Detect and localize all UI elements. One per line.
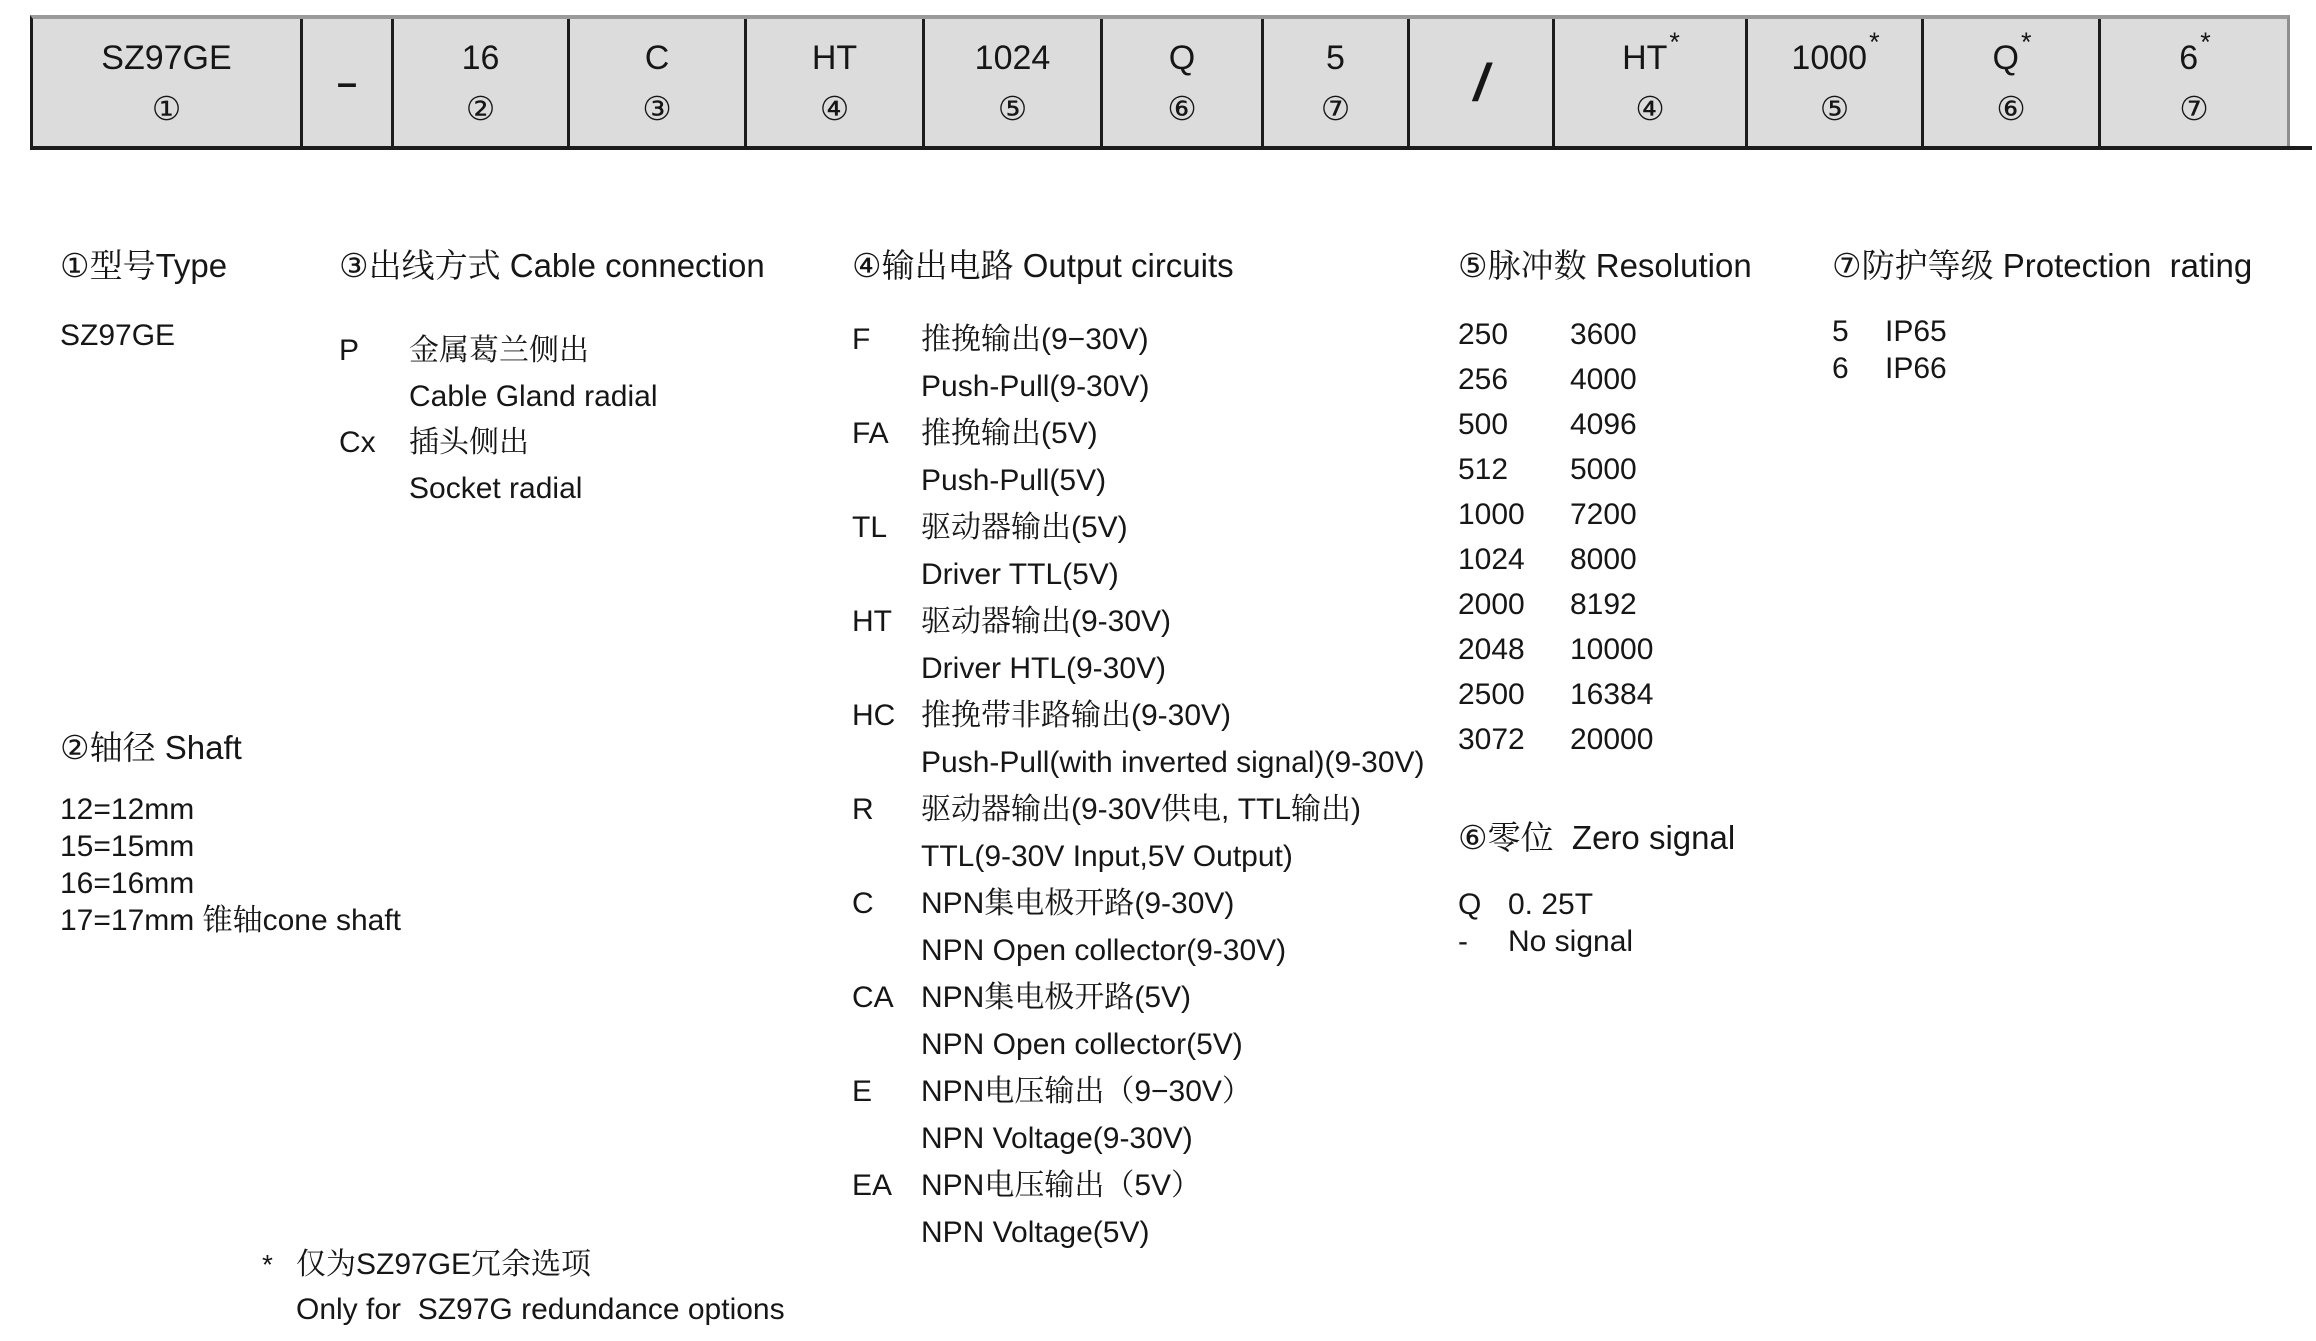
option-code: P	[339, 334, 360, 367]
order-value-text: 6	[2179, 39, 2199, 77]
option-code: -	[1458, 925, 1468, 958]
option-desc-en: Cable Gland radial	[409, 380, 658, 413]
order-value-text: 1024	[974, 39, 1051, 77]
section-title: ⑦防护等级 Protection rating	[1832, 247, 2253, 284]
order-value	[975, 27, 1051, 89]
option-code	[852, 645, 921, 692]
order-value	[2179, 26, 2211, 89]
order-cell-resolution	[922, 19, 1100, 148]
option-code	[852, 551, 921, 598]
option-code	[852, 363, 921, 410]
option-code: 5	[1832, 315, 1849, 348]
field-number-badge: ③	[642, 90, 672, 127]
output-options-list	[852, 316, 1425, 1256]
list-item: 17=17mm 锥轴cone shaft	[60, 904, 402, 937]
option-desc-cn: 驱动器输出(9-30V供电, TTL输出)	[921, 793, 1362, 826]
redundancy-asterisk: *	[2200, 26, 2211, 57]
order-value	[101, 27, 231, 89]
order-value-text: SZ97GE	[101, 39, 232, 77]
order-value-text: Q	[1168, 39, 1196, 77]
resolution-value: 3600	[1570, 318, 1637, 351]
zero-signal-options-list	[1458, 886, 1735, 960]
option-code: R	[852, 793, 874, 826]
resolution-value: 1024	[1458, 543, 1525, 576]
section-cable-connection	[339, 246, 765, 512]
field-number-badge: ②	[465, 90, 496, 127]
option-desc-cn: 推挽输出(9−30V)	[921, 323, 1149, 356]
protection-options-list	[1832, 313, 2252, 387]
order-cell-dash	[300, 19, 391, 148]
section-type	[60, 246, 227, 356]
option-desc-en: Push-Pull(9-30V)	[921, 370, 1150, 403]
option-desc-en: Driver TTL(5V)	[921, 558, 1119, 591]
option-desc: IP65	[1885, 315, 1947, 348]
option-code	[339, 374, 409, 420]
option-code	[852, 1021, 921, 1068]
resolution-value: 256	[1458, 363, 1509, 396]
section-protection-rating	[1832, 246, 2252, 387]
option-desc-en: NPN Voltage(9-30V)	[921, 1122, 1193, 1155]
footnote-text-en: Only for SZ97G redundance options	[296, 1293, 785, 1326]
field-number-badge: ⑥	[1167, 90, 1197, 127]
field-number-badge: ⑦	[2179, 90, 2209, 127]
option-code	[852, 457, 921, 504]
option-desc: IP66	[1885, 352, 1947, 385]
field-number-badge: ⑥	[1996, 90, 2026, 127]
section-title: ③出线方式 Cable connection	[339, 247, 765, 284]
ordering-code-table	[30, 15, 2290, 148]
option-desc-en: TTL(9-30V Input,5V Output)	[921, 840, 1293, 873]
resolution-value: 16384	[1570, 678, 1654, 711]
option-code: E	[852, 1075, 873, 1108]
field-number-badge: ⑦	[1320, 90, 1351, 127]
resolution-values-list	[1458, 312, 1752, 762]
section-zero-signal	[1458, 818, 1735, 960]
resolution-value: 2000	[1458, 588, 1525, 621]
footnote-rows	[262, 1242, 785, 1332]
resolution-value: 20000	[1570, 723, 1654, 756]
option-code: F	[852, 323, 871, 356]
resolution-value: 2500	[1458, 678, 1525, 711]
order-cell-slash	[1407, 19, 1552, 148]
field-number-badge: ④	[819, 90, 850, 127]
option-code: C	[852, 887, 874, 920]
option-code: 6	[1832, 352, 1849, 385]
order-value	[337, 27, 357, 139]
resolution-value: 1000	[1458, 498, 1525, 531]
section-title: ⑥零位 Zero signal	[1458, 819, 1736, 856]
section-output-circuits	[852, 246, 1425, 1256]
order-cell-shaft	[391, 19, 567, 148]
shaft-options-list	[60, 791, 401, 939]
resolution-value: 512	[1458, 453, 1509, 486]
option-desc-cn: 驱动器输出(9-30V)	[921, 605, 1172, 638]
order-cell-zero	[1100, 19, 1261, 148]
option-desc-en: NPN Open collector(5V)	[921, 1028, 1243, 1061]
order-cell-output	[744, 19, 922, 148]
resolution-value: 500	[1458, 408, 1509, 441]
field-number-badge: ①	[151, 90, 182, 127]
order-cell-protection	[1261, 19, 1407, 148]
section-resolution	[1458, 246, 1752, 762]
resolution-value: 4000	[1570, 363, 1637, 396]
option-desc-cn: NPN集电极开路(9-30V)	[921, 887, 1235, 920]
order-value	[1622, 27, 1678, 89]
order-cell-resolution-redundant	[1745, 19, 1921, 148]
order-cell-type	[33, 19, 300, 148]
option-desc-cn: 金属葛兰侧出	[409, 334, 589, 367]
option-desc-en: Push-Pull(with inverted signal)(9-30V)	[921, 746, 1425, 779]
option-desc-cn: 插头侧出	[409, 426, 529, 459]
option-desc-cn: 推挽输出(5V)	[921, 417, 1098, 450]
field-number-badge: ⑤	[1819, 90, 1850, 127]
section-shaft	[60, 728, 401, 939]
footnote-text-cn: 仅为SZ97GE冗余选项	[296, 1248, 592, 1281]
order-value	[462, 27, 500, 89]
option-code	[852, 833, 921, 880]
option-desc-cn: 驱动器输出(5V)	[921, 511, 1128, 544]
order-value	[1993, 27, 2030, 89]
section-title: ④输出电路 Output circuits	[852, 247, 1234, 284]
resolution-value: 4096	[1570, 408, 1637, 441]
option-desc-en: Driver HTL(9-30V)	[921, 652, 1167, 685]
footnote-asterisk	[262, 1287, 296, 1332]
order-value-text: HT	[1622, 39, 1668, 77]
order-cell-zero-redundant	[1921, 19, 2098, 148]
order-value	[1326, 27, 1345, 89]
list-item: 12=12mm	[60, 793, 195, 826]
option-code: CA	[852, 981, 894, 1014]
order-cell-output-redundant	[1552, 19, 1745, 148]
option-desc-en: NPN Voltage(5V)	[921, 1216, 1150, 1249]
footnote-asterisk: *	[262, 1249, 273, 1280]
option-desc-cn: 推挽带非路输出(9-30V)	[921, 699, 1232, 732]
order-value-text: 16	[461, 39, 500, 77]
resolution-value: 2048	[1458, 633, 1525, 666]
option-desc-en: NPN Open collector(9-30V)	[921, 934, 1287, 967]
field-number-badge: ⑤	[997, 90, 1028, 127]
order-value	[1474, 27, 1488, 139]
redundancy-asterisk: *	[1669, 26, 1680, 57]
option-code: EA	[852, 1169, 893, 1202]
section-title: ①型号Type	[60, 247, 228, 284]
type-value: SZ97GE	[60, 319, 176, 352]
resolution-value: 8000	[1570, 543, 1637, 576]
cable-options-list	[339, 328, 765, 512]
option-code	[852, 927, 921, 974]
option-desc-cn: NPN电压输出（5V）	[921, 1169, 1202, 1202]
order-value	[1169, 27, 1195, 89]
list-item: 16=16mm	[60, 867, 195, 900]
order-cell-protection-redundant	[2098, 19, 2287, 148]
option-code: HC	[852, 699, 896, 732]
redundancy-footnote	[262, 1242, 785, 1332]
order-value-text: 1000	[1791, 39, 1868, 77]
order-value-text: C	[644, 39, 670, 77]
resolution-value: 5000	[1570, 453, 1637, 486]
slash-separator: /	[1473, 54, 1489, 112]
resolution-value: 3072	[1458, 723, 1525, 756]
section-title: ②轴径 Shaft	[60, 729, 242, 766]
section-title: ⑤脉冲数 Resolution	[1458, 247, 1752, 284]
option-desc: No signal	[1508, 925, 1634, 958]
option-desc: 0. 25T	[1508, 888, 1594, 921]
option-code: Cx	[339, 426, 376, 459]
order-value-text: HT	[811, 39, 858, 77]
option-desc-cn: NPN集电极开路(5V)	[921, 981, 1192, 1014]
order-value	[1791, 26, 1880, 89]
resolution-value: 8192	[1570, 588, 1637, 621]
resolution-value: 250	[1458, 318, 1509, 351]
resolution-value: 7200	[1570, 498, 1637, 531]
list-item: 15=15mm	[60, 830, 195, 863]
option-code	[852, 739, 921, 786]
order-value	[812, 27, 857, 89]
option-desc-en: Socket radial	[409, 472, 583, 505]
option-code	[339, 466, 409, 512]
option-code: TL	[852, 511, 888, 544]
option-code: HT	[852, 605, 892, 638]
dash-separator: –	[336, 62, 358, 103]
option-desc-cn: NPN电压输出（9−30V）	[921, 1075, 1252, 1108]
resolution-value: 10000	[1570, 633, 1654, 666]
order-value-text: 5	[1326, 39, 1345, 77]
option-code: Q	[1458, 888, 1482, 921]
redundancy-asterisk: *	[2020, 26, 2032, 57]
option-code	[852, 1115, 921, 1162]
table-bottom-rule	[30, 146, 2312, 150]
redundancy-asterisk: *	[1869, 26, 1880, 57]
field-number-badge: ④	[1635, 90, 1665, 127]
option-code	[852, 1209, 921, 1256]
order-value	[645, 27, 670, 89]
order-cell-cable	[567, 19, 744, 148]
option-desc-en: Push-Pull(5V)	[921, 464, 1107, 497]
option-code: FA	[852, 417, 889, 450]
order-value-text: Q	[1992, 39, 2019, 77]
